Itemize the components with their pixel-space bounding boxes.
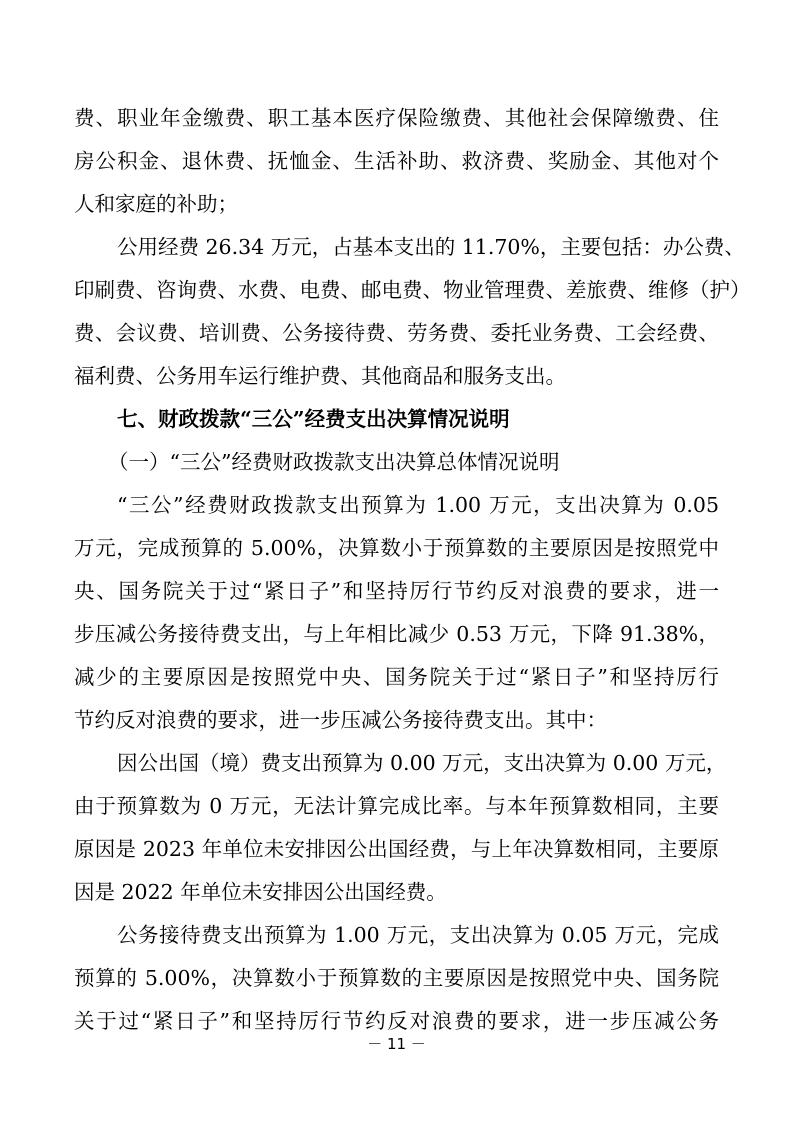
body-text-line: 人和家庭的补助； [74, 192, 238, 216]
body-text-line: 房公积金、退休费、抚恤金、生活补助、救济费、奖励金、其他对个 [74, 149, 719, 173]
body-text-line: 因公出国（境）费支出预算为 0.00 万元，支出决算为 0.00 万元， [117, 751, 727, 775]
body-text-line: 原因是 2023 年单位未安排因公出国经费，与上年决算数相同，主要原 [74, 837, 719, 861]
body-text-line: 减少的主要原因是按照党中央、国务院关于过“紧日子”和坚持厉行 [74, 665, 719, 689]
body-text-line: 步压减公务接待费支出，与上年相比减少 0.53 万元，下降 91.38%， [74, 622, 719, 646]
body-text-line: 由于预算数为 0 万元，无法计算完成比率。与本年预算数相同，主要 [74, 794, 719, 818]
body-text-line: 预算的 5.00%，决算数小于预算数的主要原因是按照党中央、国务院 [74, 966, 719, 990]
body-text-line: 福利费、公务用车运行维护费、其他商品和服务支出。 [74, 364, 566, 388]
body-text-line: 节约反对浪费的要求，进一步压减公务接待费支出。其中： [74, 708, 607, 732]
body-text-line: 费、职业年金缴费、职工基本医疗保险缴费、其他社会保障缴费、住 [74, 106, 719, 130]
body-text-line: 公务接待费支出预算为 1.00 万元，支出决算为 0.05 万元，完成 [117, 923, 719, 947]
section-heading: 七、财政拨款“三公”经费支出决算情况说明 [117, 407, 510, 431]
body-text-line: 公用经费 26.34 万元，占基本支出的 11.70%，主要包括：办公费、 [117, 235, 745, 259]
body-text-line: 央、国务院关于过“紧日子”和坚持厉行节约反对浪费的要求，进一 [74, 579, 719, 603]
subsection-heading: （一）“三公”经费财政拨款支出决算总体情况说明 [108, 450, 560, 474]
body-text-line: 关于过“紧日子”和坚持厉行节约反对浪费的要求，进一步压减公务 [74, 1009, 719, 1033]
body-text-line: 因是 2022 年单位未安排因公出国经费。 [74, 880, 447, 904]
body-text-line: 万元，完成预算的 5.00%，决算数小于预算数的主要原因是按照党中 [74, 536, 719, 560]
body-text-line: 印刷费、咨询费、水费、电费、邮电费、物业管理费、差旅费、维修（护） [74, 278, 751, 302]
page-number: － 11 － [367, 1035, 426, 1053]
body-text-line: “三公”经费财政拨款支出预算为 1.00 万元，支出决算为 0.05 [117, 493, 719, 517]
body-text-line: 费、会议费、培训费、公务接待费、劳务费、委托业务费、工会经费、 [74, 321, 719, 345]
